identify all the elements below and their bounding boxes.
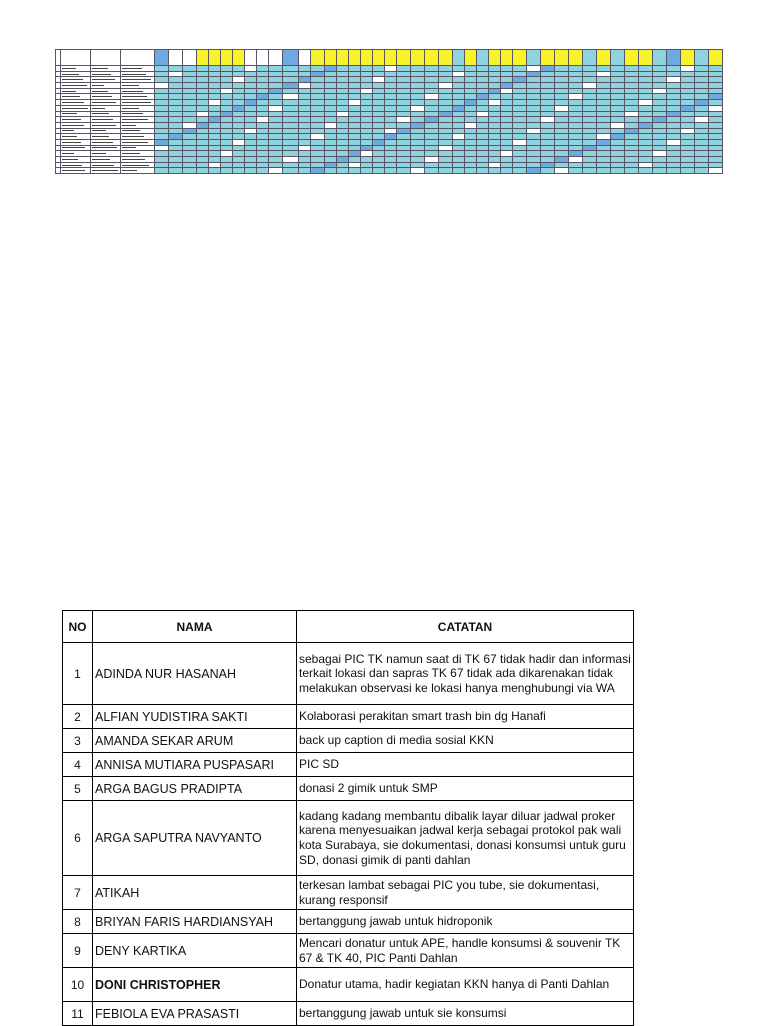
sheet-cell: [527, 50, 541, 66]
row-nama: DONI CHRISTOPHER: [93, 968, 297, 1002]
sheet-cell: [639, 168, 653, 174]
sheet-cell: [555, 168, 569, 174]
sheet-cell: [569, 168, 583, 174]
row-no: 5: [63, 777, 93, 801]
sheet-cell-text: [62, 170, 85, 171]
row-nama: AMANDA SEKAR ARUM: [93, 729, 297, 753]
sheet-cell-text: [92, 91, 108, 92]
sheet-cell-text: [92, 170, 118, 171]
sheet-cell: [169, 50, 183, 66]
sheet-cell-text: [92, 142, 113, 143]
header-catatan: CATATAN: [297, 611, 634, 643]
sheet-cell: [597, 50, 611, 66]
sheet-cell-text: [92, 153, 106, 154]
sheet-cell: [183, 168, 197, 174]
sheet-cell: [681, 168, 695, 174]
sheet-cell-text: [122, 147, 136, 148]
sheet-cell: [385, 50, 397, 66]
sheet-cell: [397, 50, 411, 66]
sheet-cell: [245, 168, 257, 174]
table-row: [63, 934, 634, 968]
sheet-cell: [425, 168, 439, 174]
row-nama: BRIYAN FARIS HARDIANSYAH: [93, 910, 297, 934]
sheet-cell-text: [62, 147, 85, 148]
sheet-cell-text: [122, 79, 151, 80]
row-nama: ATIKAH: [93, 876, 297, 910]
sheet-cell: [349, 50, 361, 66]
sheet-cell: [541, 50, 555, 66]
sheet-cell: [155, 168, 169, 174]
sheet-cell: [283, 50, 299, 66]
sheet-cell: [653, 168, 667, 174]
sheet-cell: [583, 50, 597, 66]
sheet-cell: [325, 168, 337, 174]
sheet-cell: [625, 50, 639, 66]
sheet-cell-text: [92, 113, 109, 114]
sheet-cell: [477, 50, 489, 66]
sheet-cell: [221, 50, 233, 66]
sheet-cell-text: [92, 119, 113, 120]
sheet-cell-text: [62, 130, 74, 131]
sheet-cell: [439, 50, 453, 66]
row-catatan: terkesan lambat sebagai PIC you tube, sie dokumentasi, kurang responsif: [297, 876, 634, 910]
sheet-cell-text: [62, 68, 76, 69]
sheet-cell: [597, 168, 611, 174]
header-no: NO: [63, 611, 93, 643]
sheet-cell: [489, 168, 501, 174]
sheet-cell-text: [122, 85, 139, 86]
sheet-cell-text: [92, 130, 106, 131]
table-row: [63, 801, 634, 876]
sheet-cell-text: [122, 130, 140, 131]
sheet-cell-text: [92, 165, 114, 166]
sheet-cell-text: [62, 74, 79, 75]
sheet-cell: [337, 168, 349, 174]
sheet-cell-text: [92, 159, 110, 160]
sheet-cell: [373, 168, 385, 174]
row-catatan: PIC SD: [297, 753, 634, 777]
sheet-cell: [91, 50, 121, 66]
sheet-cell-text: [122, 142, 148, 143]
sheet-cell-text: [122, 102, 151, 103]
row-no: 10: [63, 968, 93, 1002]
sheet-cell-text: [122, 113, 143, 114]
sheet-cell-text: [122, 165, 149, 166]
sheet-cell: [311, 50, 325, 66]
sheet-cell: [639, 50, 653, 66]
sheet-cell-text: [92, 79, 115, 80]
sheet-cell: [221, 168, 233, 174]
sheet-header-row: [56, 50, 723, 66]
sheet-cell: [257, 168, 269, 174]
sheet-cell: [233, 168, 245, 174]
table-row: [63, 910, 634, 934]
sheet-cell: [197, 168, 209, 174]
sheet-cell: [121, 50, 155, 66]
sheet-cell-text: [62, 125, 84, 126]
sheet-cell: [513, 168, 527, 174]
sheet-cell: [527, 168, 541, 174]
row-no: 3: [63, 729, 93, 753]
sheet-cell-text: [62, 165, 82, 166]
row-no: 11: [63, 1002, 93, 1026]
sheet-cell: [709, 50, 723, 66]
sheet-cell-text: [62, 119, 81, 120]
sheet-cell-text: [62, 159, 78, 160]
sheet-cell: [709, 168, 723, 174]
header-nama: NAMA: [93, 611, 297, 643]
row-catatan: Mencari donatur untuk APE, handle konsumsi & souvenir TK 67 & TK 40, PIC Panti Dahlan: [297, 934, 634, 968]
sheet-cell-text: [122, 68, 142, 69]
sheet-cell-text: [62, 96, 80, 97]
table-row: [63, 876, 634, 910]
row-no: 2: [63, 705, 93, 729]
sheet-cell-text: [92, 74, 111, 75]
row-nama: FEBIOLA EVA PRASASTI: [93, 1002, 297, 1026]
sheet-cell: [541, 168, 555, 174]
sheet-cell-text: [92, 147, 117, 148]
sheet-cell: [513, 50, 527, 66]
sheet-cell: [209, 168, 221, 174]
sheet-cell: [361, 168, 373, 174]
sheet-cell: [183, 50, 197, 66]
sheet-cell-text: [62, 79, 83, 80]
sheet-cell: [311, 168, 325, 174]
sheet-cell-text: [122, 136, 144, 137]
sheet-cell-text: [122, 91, 143, 92]
table-row: [63, 1002, 634, 1026]
sheet-cell: [667, 50, 681, 66]
sheet-cell-text: [62, 85, 87, 86]
sheet-cell: [667, 168, 681, 174]
sheet-cell-text: [62, 113, 77, 114]
sheet-cell: [555, 50, 569, 66]
sheet-cell: [257, 50, 269, 66]
spreadsheet-thumbnail: [55, 49, 723, 174]
sheet-cell: [61, 50, 91, 66]
sheet-cell-text: [92, 68, 108, 69]
sheet-cell-text: [122, 108, 139, 109]
sheet-cell: [611, 50, 625, 66]
sheet-cell: [121, 168, 155, 174]
row-no: 8: [63, 910, 93, 934]
sheet-cell: [325, 50, 337, 66]
sheet-cell-text: [122, 125, 136, 126]
sheet-cell: [61, 168, 91, 174]
row-no: 1: [63, 643, 93, 705]
sheet-cell: [583, 168, 597, 174]
sheet-cell: [299, 168, 311, 174]
sheet-cell: [361, 50, 373, 66]
sheet-cell: [233, 50, 245, 66]
sheet-cell-text: [92, 125, 116, 126]
sheet-cell: [611, 168, 625, 174]
row-catatan: kadang kadang membantu dibalik layar diluar jadwal proker karena menyesuaikan jadwal kerja sebagai protokol pak wali kota Surabaya, sie dokumentasi, donasi konsumsi untuk guru SD, donasi gimik di panti dahlan: [297, 801, 634, 876]
row-catatan: back up caption di media sosial KKN: [297, 729, 634, 753]
sheet-cell: [411, 168, 425, 174]
sheet-cell: [91, 168, 121, 174]
sheet-cell-text: [62, 142, 81, 143]
sheet-cell: [245, 50, 257, 66]
sheet-cell-text: [62, 102, 84, 103]
sheet-cell: [269, 50, 283, 66]
row-no: 4: [63, 753, 93, 777]
sheet-cell: [385, 168, 397, 174]
sheet-cell-text: [92, 85, 104, 86]
sheet-cell: [283, 168, 299, 174]
sheet-cell: [337, 50, 349, 66]
sheet-cell: [197, 50, 209, 66]
sheet-cell: [411, 50, 425, 66]
sheet-cell-text: [122, 74, 146, 75]
row-catatan: Donatur utama, hadir kegiatan KKN hanya di Panti Dahlan: [297, 968, 634, 1002]
sheet-cell-text: [122, 96, 147, 97]
sheet-row: [56, 168, 723, 174]
sheet-cell: [465, 168, 477, 174]
sheet-cell: [477, 168, 489, 174]
row-no: 6: [63, 801, 93, 876]
sheet-cell: [299, 50, 311, 66]
row-no: 9: [63, 934, 93, 968]
row-catatan: sebagai PIC TK namun saat di TK 67 tidak hadir dan informasi terkait lokasi dan sapras TK 67 tidak ada dikarenakan tidak melakukan observasi ke lokasi hanya menghubungi via WA: [297, 643, 634, 705]
sheet-cell-text: [62, 91, 76, 92]
sheet-cell-text: [92, 102, 116, 103]
sheet-cell-text: [92, 96, 112, 97]
sheet-cell-text: [62, 153, 74, 154]
table-row: [63, 643, 634, 705]
row-no: 7: [63, 876, 93, 910]
row-nama: ANNISA MUTIARA PUSPASARI: [93, 753, 297, 777]
sheet-cell: [501, 50, 513, 66]
sheet-cell-text: [62, 136, 77, 137]
sheet-cell: [397, 168, 411, 174]
row-catatan: bertanggung jawab untuk hidroponik: [297, 910, 634, 934]
table-row: [63, 705, 634, 729]
table-row: [63, 968, 634, 1002]
sheet-cell: [373, 50, 385, 66]
row-catatan: donasi 2 gimik untuk SMP: [297, 777, 634, 801]
table-row: [63, 777, 634, 801]
notes-table: [62, 610, 634, 1026]
row-nama: ARGA SAPUTRA NAVYANTO: [93, 801, 297, 876]
sheet-cell: [439, 168, 453, 174]
sheet-cell: [625, 168, 639, 174]
sheet-cell: [453, 168, 465, 174]
row-nama: ALFIAN YUDISTIRA SAKTI: [93, 705, 297, 729]
sheet-cell-text: [62, 108, 88, 109]
table-row: [63, 753, 634, 777]
sheet-cell: [349, 168, 361, 174]
row-nama: ARGA BAGUS PRADIPTA: [93, 777, 297, 801]
sheet-cell: [155, 50, 169, 66]
row-nama: ADINDA NUR HASANAH: [93, 643, 297, 705]
sheet-cell: [695, 168, 709, 174]
sheet-cell: [425, 50, 439, 66]
sheet-cell-text: [122, 153, 140, 154]
row-catatan: bertanggung jawab untuk sie konsumsi: [297, 1002, 634, 1026]
sheet-cell-text: [122, 119, 148, 120]
header-row: [63, 611, 634, 643]
row-nama: DENY KARTIKA: [93, 934, 297, 968]
sheet-cell: [681, 50, 695, 66]
sheet-cell-text: [122, 170, 137, 171]
sheet-cell: [465, 50, 477, 66]
sheet-cell: [501, 168, 513, 174]
sheet-cell: [653, 50, 667, 66]
sheet-cell: [695, 50, 709, 66]
row-catatan: Kolaborasi perakitan smart trash bin dg Hanafi: [297, 705, 634, 729]
sheet-cell: [209, 50, 221, 66]
sheet-cell-text: [92, 108, 105, 109]
sheet-cell: [489, 50, 501, 66]
sheet-cell: [453, 50, 465, 66]
sheet-cell-text: [92, 136, 109, 137]
sheet-cell: [569, 50, 583, 66]
sheet-cell: [169, 168, 183, 174]
sheet-cell: [269, 168, 283, 174]
table-row: [63, 729, 634, 753]
sheet-cell-text: [122, 159, 145, 160]
